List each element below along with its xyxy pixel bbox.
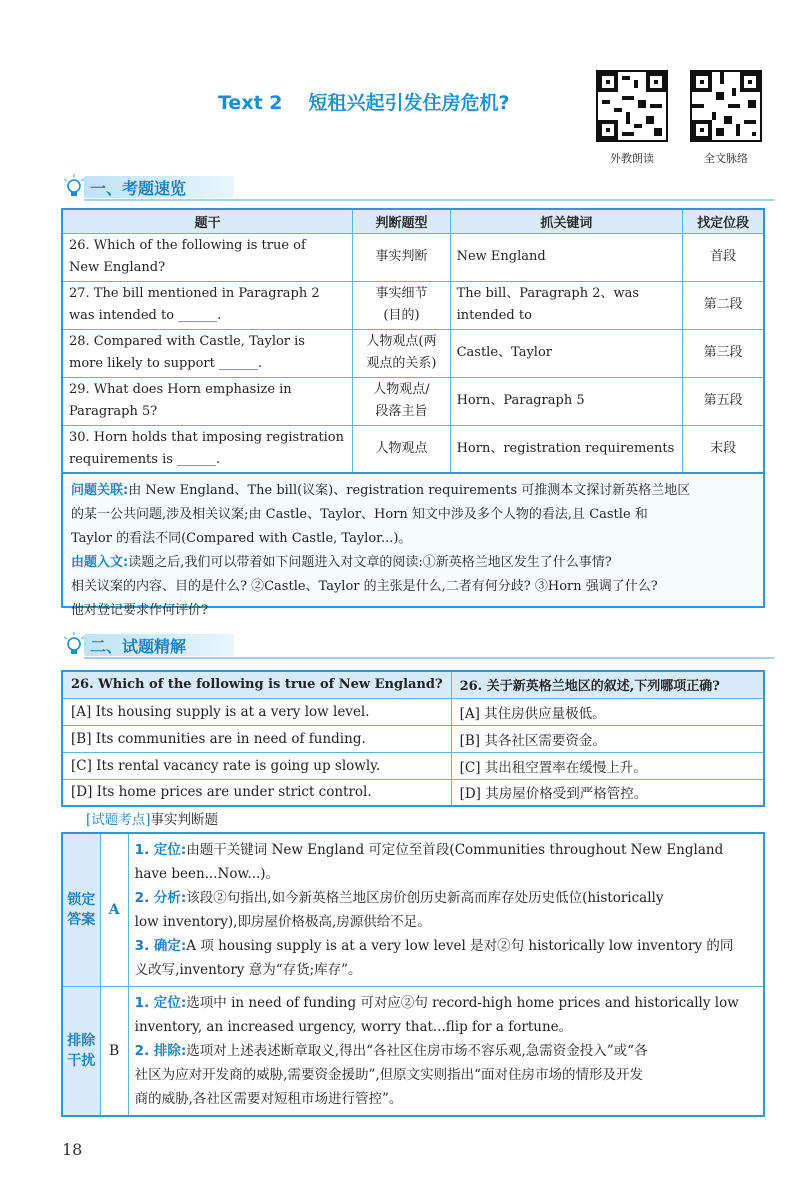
option-cn: [A] 其住房供应量极低。 [451,698,764,725]
note-label: 问题关联: [71,483,129,498]
test-point [86,808,218,828]
question-text: was intended to ______. [69,308,222,323]
option-en: [B] Its communities are in need of funding. [62,725,451,752]
question-text: 28. Compared with Castle, Taylor is [69,334,305,349]
question-text: Paragraph 5? [69,404,158,419]
note-text: 由 New England、The bill(议案)、registration requirements 可推测本文探讨新英格兰地区 [128,483,691,498]
table-row [62,233,764,281]
question-en: 26. Which of the following is true of New England? [62,671,451,698]
question-cn: 26. 关于新英格兰地区的叙述,下列哪项正确? [451,671,764,698]
question-type: 段落主旨 [375,404,428,419]
exclude-distractor-row [62,987,764,1117]
column-header: 找定位段 [683,209,764,233]
lock-answer-text: 1. 定位:由题干关键词 New England 可定位至首段(Communities throughout New England have been...Now...)。 2. 分析:该段②句指出,如今新英格兰地区房价创历史新高而库存处历史低位(historically low inventory),即房屋价格极高,房源供给不足。 3. 确定:A 项 housing supply is at a very low level 是对②句 historically low inventory 的同 义改写,inventory 意为“存货;库存”。 [128,833,764,987]
distractor-letter: B [100,987,128,1117]
option-row [62,779,764,806]
page-title [218,88,510,115]
table-row [62,377,764,425]
title-en: Text 2 [218,92,283,114]
note-line: 相关议案的内容、目的是什么? ②Castle、Taylor 的主张是什么,二者有何分歧? ③Horn 强调了什么? [71,579,658,594]
table-header-row [62,209,764,233]
note-line: 他对登记要求作何评价? [71,603,208,618]
question-text: more likely to support ______. [69,356,263,371]
option-cn: [C] 其出租空置率在缓慢上升。 [451,752,764,779]
section1-title: 一、考题速览 [90,179,187,198]
table-row [62,425,764,473]
qr-code-outline[interactable] [690,70,762,142]
column-header: 抓关键词 [450,209,683,233]
question-text: 30. Horn holds that imposing registration [69,429,344,445]
lock-answer-row [62,833,764,987]
note-text: 读题之后,我们可以带着如下问题进入对文章的阅读:①新英格兰地区发生了什么事情? [128,555,612,570]
question-text: 29. What does Horn emphasize in [69,382,292,397]
section2-heading [62,630,766,660]
option-row [62,725,764,752]
option-en: [C] Its rental vacancy rate is going up slowly. [62,752,451,779]
exclude-distractor-label: 排除 干扰 [62,987,100,1117]
analysis-notes [61,474,765,618]
question-text: 26. Which of the following is true of [69,238,306,253]
note-label: 由题入文: [71,555,129,570]
section1-heading [62,172,766,202]
question-type: 人物观点(两 [366,334,437,349]
question-type: 人物观点 [375,440,428,456]
question-text: requirements is ______. [69,451,221,467]
table-header-row [62,671,764,698]
option-cn: [B] 其各社区需要资金。 [451,725,764,752]
column-header: 判断题型 [353,209,450,233]
lightbulb-icon [62,174,86,200]
page-number: 18 [62,1140,83,1159]
test-point-text: 事实判断题 [150,812,219,828]
table-row [62,329,764,377]
option-row [62,698,764,725]
qr-code-reading[interactable] [596,70,668,142]
column-header: 题干 [62,209,353,233]
answer-analysis-table [61,832,765,1117]
keywords: Horn、registration requirements [456,440,675,456]
keywords: The bill、Paragraph 2、was [456,286,640,301]
keywords: Castle、Taylor [456,345,552,360]
lock-answer-label: 锁定 答案 [62,833,100,987]
exclude-distractor-text: 1. 定位:选项中 in need of funding 可对应②句 record-high home prices and historically low inventory, an increased urgency, worry that...flip for a fortune。 2. 排除:选项对上述表述断章取义,得出“各社区住房市场不容乐观,急需资金投入”或“各 社区为应对开发商的威胁,需要资金援助”,但原文实则指出“面对住房市场的情形及开发 商的威胁,各社区需要对短租市场进行管控”。 [128,987,764,1117]
note-line: Taylor 的看法不同(Compared with Castle, Taylor...)。 [71,531,412,546]
qr-label-outline: 全文脉络 [704,152,748,165]
option-cn: [D] 其房屋价格受到严格管控。 [451,779,764,806]
table-row [62,281,764,329]
note-line: 的某一公共问题,涉及相关议案;由 Castle、Taylor、Horn 知文中涉及多个人物的看法,且 Castle 和 [71,507,648,522]
note-line [71,551,755,575]
option-row [62,752,764,779]
test-point-label: [试题考点] [86,812,151,828]
section2-title: 二、试题精解 [90,637,187,656]
keywords: Horn、Paragraph 5 [456,393,585,408]
question-type: (目的) [383,308,420,323]
question-type: 事实细节 [375,286,428,301]
question-type: 观点的关系) [366,356,437,371]
question-type: 事实判断 [375,249,428,264]
question-type: 人物观点/ [373,382,430,397]
qr-code-icon [692,72,760,140]
qr-code-icon [598,72,666,140]
option-en: [A] Its housing supply is at a very low level. [62,698,451,725]
location-paragraph: 首段 [683,233,764,281]
question-text: New England? [69,260,166,275]
note-line [71,479,755,503]
location-paragraph: 第二段 [683,281,764,329]
keywords: New England [456,249,546,264]
option-en: [D] Its home prices are under strict control. [62,779,451,806]
question-overview-table [61,208,765,474]
location-paragraph: 第三段 [683,329,764,377]
keywords: intended to [456,308,532,323]
location-paragraph: 末段 [683,425,764,473]
qr-label-reading: 外教朗读 [610,152,654,165]
answer-letter: A [100,833,128,987]
title-cn: 短租兴起引发住房危机? [308,92,510,114]
question-options-table [61,670,765,807]
lightbulb-icon [62,632,86,658]
location-paragraph: 第五段 [683,377,764,425]
question-text: 27. The bill mentioned in Paragraph 2 [69,286,320,301]
